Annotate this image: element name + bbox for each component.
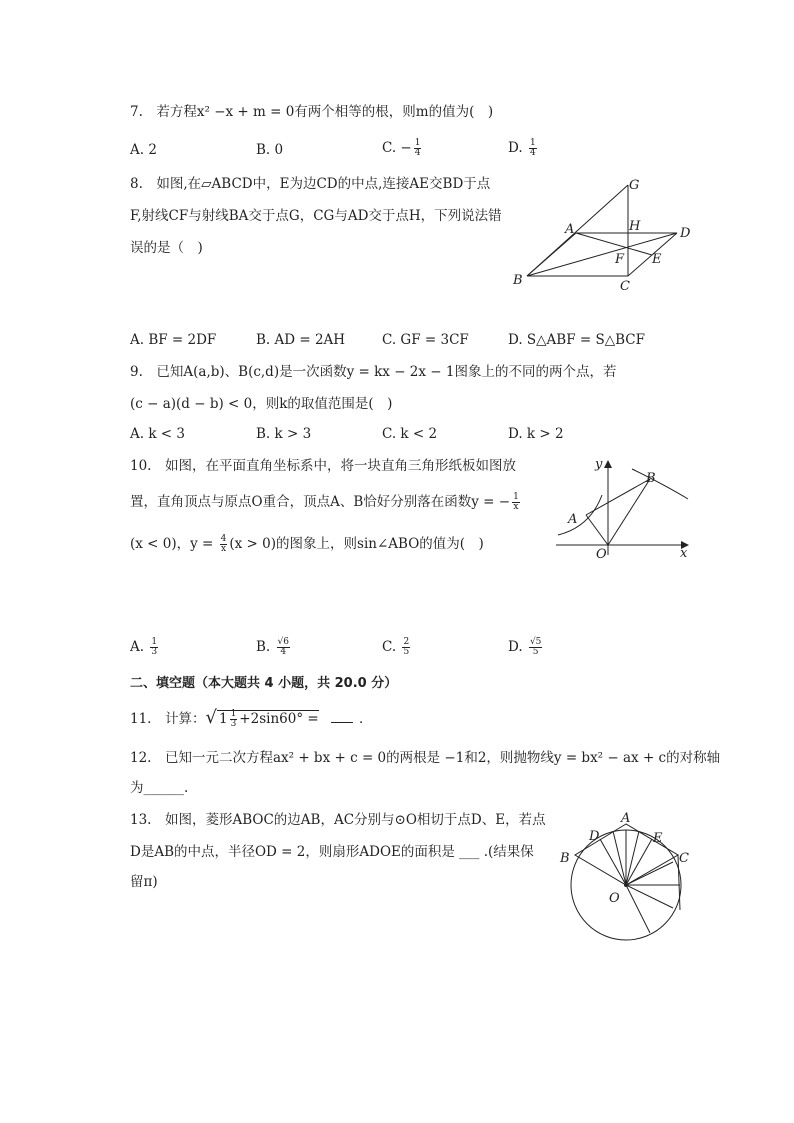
segment-ob — [608, 479, 650, 545]
fraction-denominator: 5 — [403, 647, 410, 657]
q10-option-d-fraction — [529, 638, 542, 657]
q10-fraction-1 — [512, 493, 520, 512]
sqrt-symbol: √ — [205, 707, 217, 728]
q9-stem-line-2: (c − a)(d − b) < 0，则k的取值范围是( ) — [130, 396, 393, 412]
q7-option-a: A. 2 — [130, 142, 157, 158]
q13-stem-line-1: 13. 如图，菱形ABOC的边AB，AC分别与⊙O相切于点D、E，若点 — [130, 812, 546, 828]
q10-option-a-fraction — [150, 638, 158, 657]
q11-radicand — [217, 710, 319, 727]
q9-option-c: C. k < 2 — [382, 426, 438, 442]
q10-stem-line-1: 10. 如图，在平面直角坐标系中，将一块直角三角形纸板如图放 — [130, 458, 516, 474]
q8-parallelogram-figure — [505, 175, 705, 295]
fraction-denominator: 4 — [280, 647, 287, 657]
q9-option-d: D. k > 2 — [508, 426, 564, 442]
label-f: F — [615, 252, 625, 267]
label-x: x — [680, 546, 688, 561]
fraction-denominator: 5 — [532, 647, 539, 657]
fraction-denominator: 3 — [230, 719, 237, 729]
q8-option-a: A. BF = 2DF — [130, 332, 217, 348]
q13-stem-line-2: D是AB的中点，半径OD = 2，则扇形ADOE的面积是 ___ .(结果保 — [130, 844, 534, 860]
label-y: y — [595, 457, 603, 472]
q7-option-d — [508, 138, 539, 158]
q10-option-b-fraction — [277, 638, 290, 657]
fraction-denominator: 4 — [414, 148, 421, 158]
sector-line-3 — [626, 831, 639, 885]
label-e: E — [652, 252, 662, 267]
label-a: A — [565, 222, 575, 237]
fraction-denominator: x — [220, 544, 227, 554]
sector-line-1 — [613, 831, 626, 885]
label-b: B — [646, 471, 656, 486]
q10-fraction-2 — [220, 535, 228, 554]
q9-stem-line-1: 9. 已知A(a,b)、B(c,d)是一次函数y = kx − 2x − 1图象上的不同的两个点，若 — [130, 364, 617, 380]
fraction-numerator: 1 — [414, 138, 421, 148]
fraction-numerator: 1 — [230, 709, 237, 719]
sector-line-7 — [626, 885, 650, 933]
fraction-numerator: √5 — [529, 637, 542, 647]
label-c: C — [679, 851, 689, 866]
q10-coordinate-figure — [550, 455, 700, 565]
q11-mixed-fraction — [230, 710, 238, 729]
fraction-numerator: 4 — [220, 534, 227, 544]
q13-stem-line-3: 留π) — [130, 874, 158, 890]
q10-option-b-label: B. — [256, 639, 275, 655]
curve-left-branch — [558, 495, 602, 535]
fraction-numerator: 1 — [513, 492, 519, 502]
q10-stem-line-2-text: 置，直角顶点与原点O重合，顶点A、B恰好分别落在函数y = − — [130, 494, 511, 510]
q10-stem-line-3 — [130, 534, 484, 554]
q11-prefix: 11. 计算： — [130, 711, 206, 727]
label-o: O — [609, 891, 620, 906]
q11-mixed-whole: 1 — [218, 711, 228, 727]
q10-option-c-label: C. — [382, 639, 401, 655]
q12-stem-line-2: 为______. — [130, 780, 189, 796]
q11-rest: +2sin60° = — [239, 711, 319, 727]
fraction-numerator: 2 — [403, 637, 410, 647]
q8-option-c: C. GF = 3CF — [382, 332, 469, 348]
q10-option-c-fraction — [402, 638, 410, 657]
q8-stem-line-1: 8. 如图,在▱ABCD中，E为边CD的中点,连接AE交BD于点 — [130, 176, 491, 192]
fraction-numerator: 1 — [529, 138, 536, 148]
q10-option-d — [508, 637, 544, 657]
q7-option-b: B. 0 — [256, 142, 284, 158]
q7-stem: 7. 若方程x² −x + m = 0有两个相等的根，则m的值为( ) — [130, 104, 494, 120]
sector-line-6 — [626, 885, 673, 908]
label-b: B — [560, 851, 570, 866]
q10-option-a — [130, 637, 160, 657]
label-c: C — [620, 279, 630, 294]
ray-bg — [527, 185, 628, 276]
segment-ab — [586, 479, 650, 515]
q9-option-b: B. k > 3 — [256, 426, 312, 442]
q10-stem-line-3-tail: (x > 0)的图象上，则sin∠ABO的值为( ) — [229, 536, 484, 552]
fraction-denominator: 4 — [529, 148, 536, 158]
q7-option-d-fraction — [529, 139, 537, 158]
label-h: H — [629, 219, 641, 234]
fraction-denominator: 3 — [151, 647, 158, 657]
q8-option-d: D. S△ABF = S△BCF — [508, 332, 645, 348]
label-o: O — [596, 547, 607, 562]
segment-oa — [586, 515, 608, 545]
label-a: A — [568, 512, 578, 527]
radius-od — [600, 839, 626, 885]
q8-stem-line-2: F,射线CF与射线BA交于点G，CG与AD交于点H，下列说法错 — [130, 208, 502, 224]
q7-option-c — [382, 138, 423, 158]
q10-option-c — [382, 637, 412, 657]
fraction-numerator: 1 — [151, 637, 158, 647]
q10-option-d-label: D. — [508, 639, 527, 655]
fraction-denominator: x — [513, 502, 519, 512]
q7-option-c-fraction — [414, 139, 422, 158]
q11-stem — [130, 708, 372, 729]
q10-stem-line-3-text: (x < 0)，y = — [130, 536, 218, 552]
q7-option-c-label: C. − — [382, 140, 412, 156]
q11-tail: ． — [358, 711, 373, 727]
segment-ae — [576, 233, 652, 255]
q13-rhombus-circle-figure — [555, 810, 705, 945]
label-e: E — [653, 831, 663, 846]
section-heading-fill-in: 二、填空题（本大题共 4 小题，共 20.0 分） — [130, 676, 398, 691]
q9-option-a: A. k < 3 — [130, 426, 185, 442]
label-b: B — [513, 273, 523, 288]
label-d: D — [680, 226, 691, 241]
q11-answer-blank[interactable] — [331, 722, 353, 723]
q8-option-b: B. AD = 2AH — [256, 332, 346, 348]
center-point — [624, 883, 628, 887]
label-g: G — [629, 178, 640, 193]
q7-option-d-label: D. — [508, 140, 527, 156]
q10-option-b — [256, 637, 292, 657]
fraction-numerator: √6 — [277, 637, 289, 647]
q12-stem-line-1: 12. 已知一元二次方程ax² + bx + c = 0的两根是 −1和2，则抛物线y = bx² − ax + c的对称轴 — [130, 750, 721, 766]
q10-stem-line-2 — [130, 492, 522, 512]
q8-stem-line-3: 误的是（ ) — [130, 240, 203, 256]
label-a: A — [621, 811, 631, 826]
q10-option-a-label: A. — [130, 639, 149, 655]
label-d: D — [589, 829, 600, 844]
